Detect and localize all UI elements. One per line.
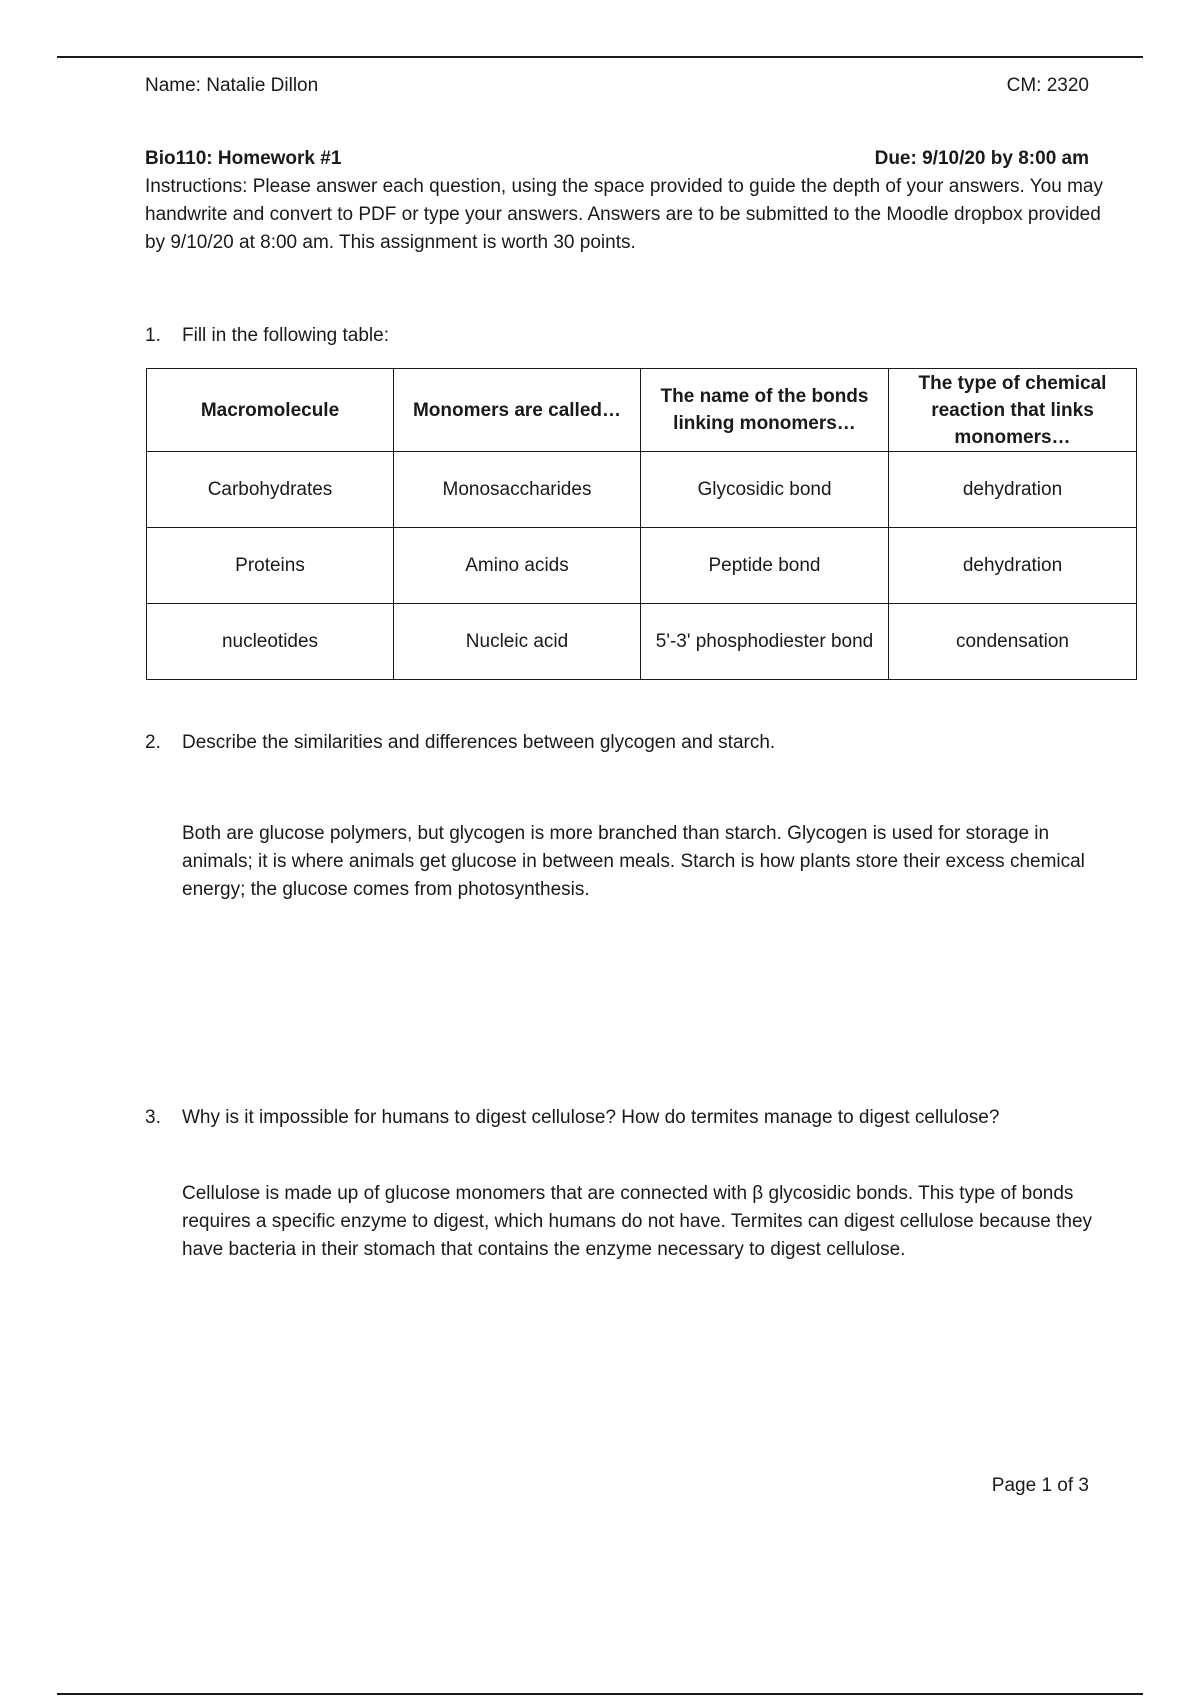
question-2 [145,729,1105,757]
assignment-title: Bio110: Homework #1 [145,148,342,169]
assignment-title-row [145,145,1089,173]
table-cell: Proteins [147,528,394,604]
table-cell: Nucleic acid [394,604,641,680]
table-row [147,528,1137,604]
question-1 [145,322,1105,350]
table-header-cell: The type of chemical reaction that links monomers… [889,369,1137,452]
header [145,72,1089,100]
question-3 [145,1104,1105,1132]
question-number: 3. [145,1107,161,1128]
table-row [147,452,1137,528]
top-rule [57,56,1143,58]
table-cell: dehydration [889,452,1137,528]
table-cell: Glycosidic bond [641,452,889,528]
table-cell: Amino acids [394,528,641,604]
table-header-cell: The name of the bonds linking monomers… [641,369,889,452]
question-number: 2. [145,732,161,753]
question-number: 1. [145,325,161,346]
table-cell: dehydration [889,528,1137,604]
page-number: Page 1 of 3 [991,1475,1089,1496]
table-cell: Carbohydrates [147,452,394,528]
table-cell: condensation [889,604,1137,680]
question-text: Fill in the following table: [182,325,389,346]
answer-3: Cellulose is made up of glucose monomers that are connected with β glycosidic bonds. This type of bonds requires a specific enzyme to digest, which humans do not have. Termites can digest cellulose because they have bacteria in their stomach that contains the enzyme necessary to digest cellulose. [182,1183,1093,1260]
bottom-rule [57,1693,1143,1695]
table-cell: Peptide bond [641,528,889,604]
instructions: Instructions: Please answer each question, using the space provided to guide the depth of your answers. You may handwrite and convert to PDF or type your answers. Answers are to be submitted to the Moodle dropbox provided by 9/10/20 at 8:00 am. This assignment is worth 30 points. [145,176,1103,253]
macromolecule-table [146,368,1137,680]
table-cell: nucleotides [147,604,394,680]
table-header-cell: Monomers are called… [394,369,641,452]
question-text: Describe the similarities and differences between glycogen and starch. [182,732,776,753]
student-name: Name: Natalie Dillon [145,75,319,96]
table-row [147,604,1137,680]
table-cell: 5'-3' phosphodiester bond [641,604,889,680]
table-header-cell: Macromolecule [147,369,394,452]
due-date: Due: 9/10/20 by 8:00 am [874,148,1089,169]
table-header-row [147,369,1137,452]
question-text: Why is it impossible for humans to digest cellulose? How do termites manage to digest cellulose? [182,1107,1000,1128]
table-cell: Monosaccharides [394,452,641,528]
answer-2: Both are glucose polymers, but glycogen is more branched than starch. Glycogen is used for storage in animals; it is where animals get glucose in between meals. Starch is how plants store their excess chemical energy; the glucose comes from photosynthesis. [182,823,1085,900]
cm-number: CM: 2320 [1006,75,1089,96]
